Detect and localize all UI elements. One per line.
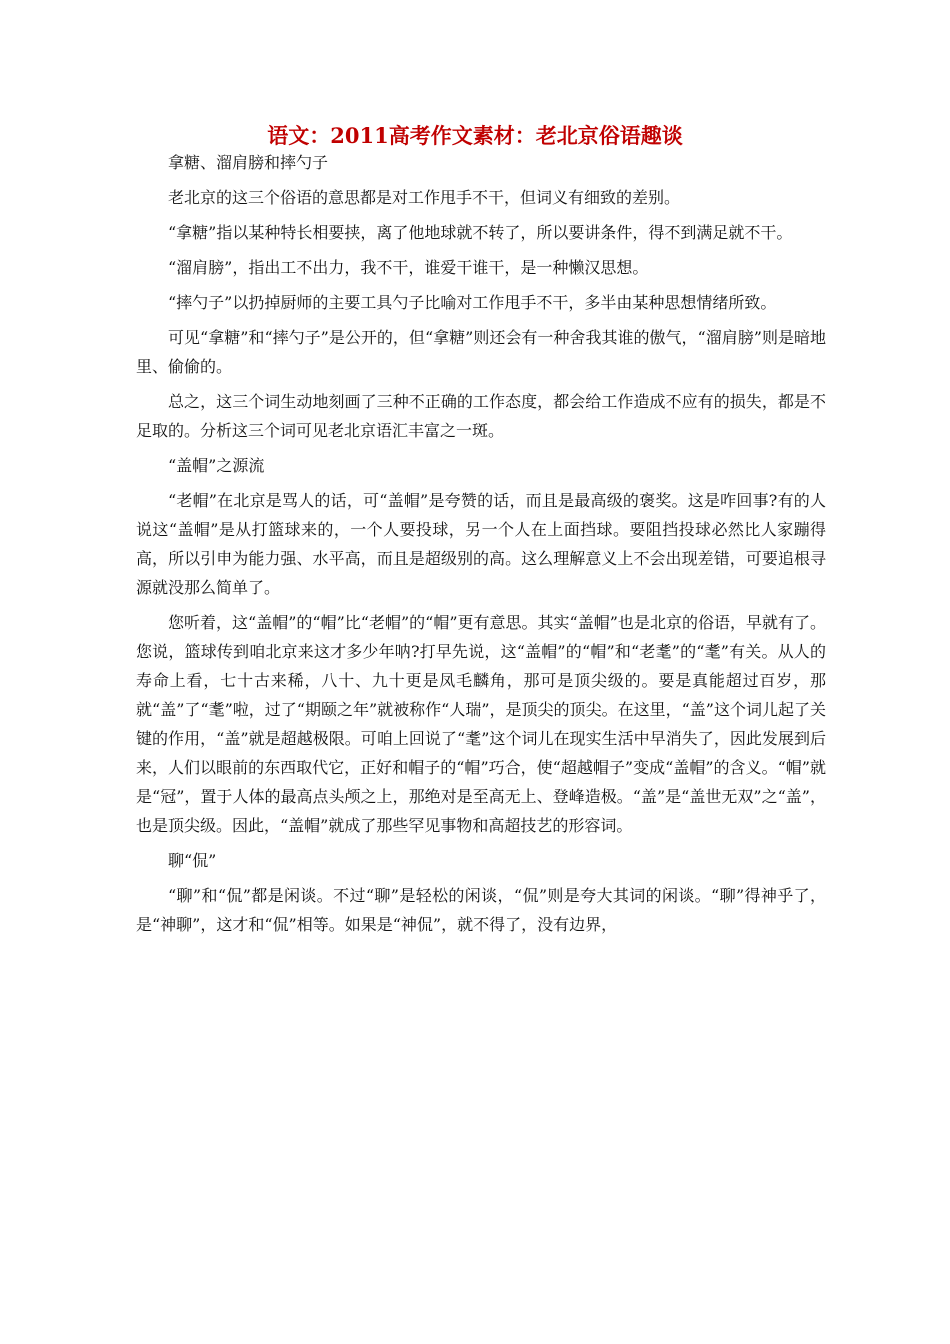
paragraph: “聊”和“侃”都是闲谈。不过“聊”是轻松的闲谈，“侃”则是夸大其词的闲谈。“聊”得神乎了，是“神聊”，这才和“侃”相等。如果是“神侃”，就不得了，没有边界， [136,886,826,934]
document-title: 语文：2011高考作文素材：老北京俗语趣谈 [267,123,683,148]
paragraph: 总之，这三个词生动地刻画了三种不正确的工作态度，都会给工作造成不应有的损失，都是不足取的。分析这三个词可见老北京语汇丰富之一斑。 [136,392,826,440]
document-body [136,148,826,945]
paragraph: 老北京的这三个俗语的意思都是对工作甩手不干，但词义有细致的差别。 [168,188,681,207]
paragraph: 拿糖、溜肩膀和摔勺子 [168,153,329,172]
paragraph: 聊“侃” [168,851,217,870]
paragraph: 可见“拿糖”和“摔勺子”是公开的，但“拿糖”则还会有一种舍我其谁的傲气，“溜肩膀”则是暗地里、偷偷的。 [136,328,826,376]
paragraph: “老帽”在北京是骂人的话，可“盖帽”是夸赞的话，而且是最高级的褒奖。这是咋回事?有的人说这“盖帽”是从打篮球来的，一个人要投球，另一个人在上面挡球。要阻挡投球必然比人家蹦得高，所以引申为能力强、水平高，而且是超级别的高。这么理解意义上不会出现差错，可要追根寻源就没那么简单了。 [136,491,826,597]
paragraph: “拿糖”指以某种特长相要挟，离了他地球就不转了，所以要讲条件，得不到满足就不干。 [168,223,793,242]
paragraph: 您听着，这“盖帽”的“帽”比“老帽”的“帽”更有意思。其实“盖帽”也是北京的俗语，早就有了。您说，篮球传到咱北京来这才多少年呐?打早先说，这“盖帽”的“帽”和“老耄”的“耄”有关。从人的寿命上看，七十古来稀，八十、九十更是凤毛麟角，那可是顶尖级的。要是真能超过百岁，那就“盖”了“耄”啦，过了“期颐之年”就被称作“人瑞”，是顶尖的顶尖。在这里，“盖”这个词儿起了关键的作用，“盖”就是超越极限。可咱上回说了“耄”这个词儿在现实生活中早消失了，因此发展到后来，人们以眼前的东西取代它，正好和帽子的“帽”巧合，使“超越帽子”变成“盖帽”的含义。“帽”就是“冠”，置于人体的最高点头颅之上，那绝对是至高无上、登峰造极。“盖”是“盖世无双”之“盖”，也是顶尖级。因此，“盖帽”就成了那些罕见事物和高超技艺的形容词。 [136,613,826,835]
paragraph: “盖帽”之源流 [168,456,265,475]
paragraph: “摔勺子”以扔掉厨师的主要工具勺子比喻对工作甩手不干，多半由某种思想情绪所致。 [168,293,777,312]
paragraph: “溜肩膀”，指出工不出力，我不干，谁爱干谁干，是一种懒汉思想。 [168,258,649,277]
